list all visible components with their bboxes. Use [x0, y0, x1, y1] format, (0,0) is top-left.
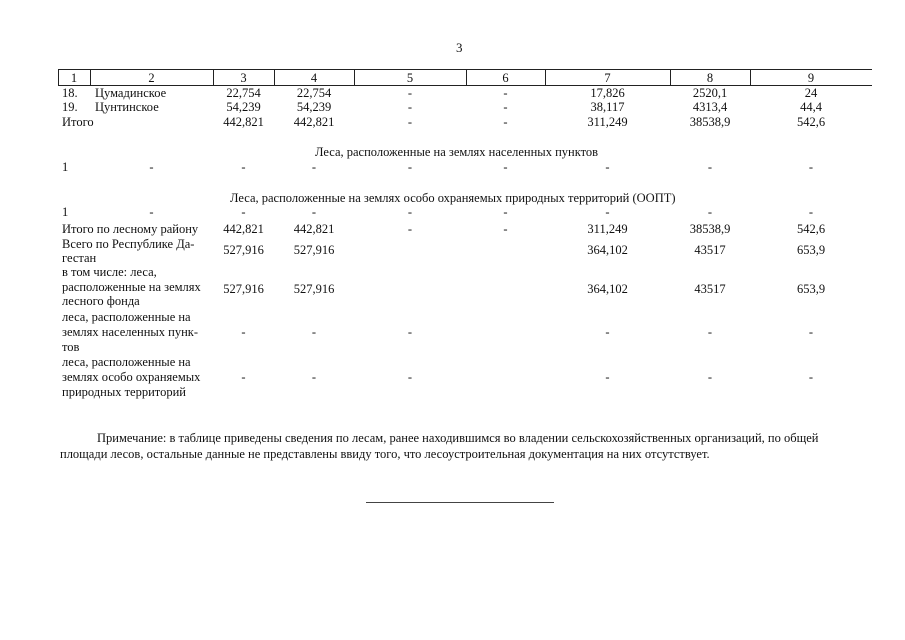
- cell-value: -: [311, 370, 317, 384]
- row-number: 1: [62, 160, 69, 174]
- footnote-line: площади лесов, остальные данные не представлены ввиду того, что лесоустроительная документация на них отсутствует.: [60, 447, 710, 461]
- cell-value: 4313,4: [692, 100, 728, 114]
- row-label: природных территорий: [62, 385, 186, 399]
- row-label: леса, расположенные на: [62, 310, 191, 324]
- cell-value: -: [707, 160, 713, 174]
- footnote-line: Примечание: в таблице приведены сведения по лесам, ранее находившимся во владении сельскохозяйственных организаций, по общей: [97, 431, 819, 445]
- cell-value: -: [808, 205, 814, 219]
- cell-value: -: [241, 370, 246, 384]
- cell-value: -: [503, 115, 508, 129]
- row-label: землях особо охраняемых: [62, 370, 201, 384]
- cell-value: -: [707, 370, 713, 384]
- total-label: Итого: [62, 115, 94, 129]
- cell-value: 38,117: [590, 100, 625, 114]
- cell-value: 542,6: [796, 115, 826, 129]
- cell-value: 527,916: [223, 282, 264, 296]
- cell-value: -: [503, 100, 508, 114]
- cell-value: 38538,9: [689, 115, 731, 129]
- cell-value: -: [503, 86, 508, 100]
- cell-value: -: [407, 205, 413, 219]
- cell-value: -: [311, 325, 317, 339]
- header-cell: 8: [706, 71, 714, 85]
- district-name: Цунтинское: [95, 100, 159, 114]
- cell-value: 54,239: [296, 100, 332, 114]
- cell-value: 653,9: [796, 243, 826, 257]
- cell-value: -: [241, 205, 246, 219]
- cell-value: -: [808, 325, 814, 339]
- row-label: землях населенных пунк-: [62, 325, 199, 339]
- cell-value: -: [605, 205, 610, 219]
- cell-value: -: [407, 222, 413, 236]
- cell-value: -: [407, 86, 413, 100]
- cell-value: 22,754: [226, 86, 261, 100]
- cell-value: 44,4: [800, 100, 822, 114]
- cell-value: 24: [804, 86, 818, 100]
- cell-value: 43517: [694, 282, 726, 296]
- row-label: расположенные на землях: [62, 280, 201, 294]
- cell-value: 542,6: [796, 222, 826, 236]
- cell-value: -: [605, 160, 610, 174]
- row-number: 18.: [62, 86, 78, 100]
- header-cell: 9: [807, 71, 815, 85]
- cell-value: -: [311, 160, 317, 174]
- row-number: 1: [62, 205, 69, 219]
- cell-value: -: [407, 160, 413, 174]
- cell-value: -: [808, 160, 814, 174]
- total-label: Итого по лесному району: [62, 222, 199, 236]
- row-label: гестан: [62, 251, 97, 265]
- cell-value: 17,826: [590, 86, 625, 100]
- cell-value: -: [407, 370, 413, 384]
- cell-value: -: [149, 205, 154, 219]
- cell-value: 311,249: [587, 222, 628, 236]
- cell-value: 311,249: [587, 115, 628, 129]
- row-label: леса, расположенные на: [62, 355, 191, 369]
- header-cell: 7: [604, 71, 611, 85]
- header-cell: 6: [502, 71, 509, 85]
- header-cell: 3: [240, 71, 247, 85]
- row-label: лесного фонда: [62, 294, 140, 308]
- section-title-settlements: Леса, расположенные на землях населенных пунктов: [315, 145, 599, 159]
- cell-value: 54,239: [226, 100, 261, 114]
- cell-value: -: [407, 325, 413, 339]
- header-cell: 2: [148, 71, 155, 85]
- cell-value: 364,102: [587, 243, 628, 257]
- cell-value: -: [605, 325, 610, 339]
- cell-value: 527,916: [223, 243, 264, 257]
- district-name: Цумадинское: [95, 86, 167, 100]
- cell-value: -: [808, 370, 814, 384]
- cell-value: 442,821: [223, 222, 264, 236]
- cell-value: 38538,9: [689, 222, 731, 236]
- row-label: тов: [62, 340, 80, 354]
- cell-value: -: [707, 325, 713, 339]
- cell-value: -: [503, 222, 508, 236]
- cell-value: -: [241, 325, 246, 339]
- cell-value: 442,821: [293, 115, 335, 129]
- cell-value: -: [149, 160, 154, 174]
- header-cell: 4: [310, 71, 318, 85]
- end-separator-line: [366, 502, 554, 503]
- cell-value: 22,754: [296, 86, 332, 100]
- row-number: 19.: [62, 100, 78, 114]
- cell-value: 527,916: [293, 243, 335, 257]
- header-cell: 1: [70, 71, 78, 85]
- cell-value: -: [707, 205, 713, 219]
- cell-value: -: [503, 160, 508, 174]
- cell-value: 527,916: [293, 282, 335, 296]
- row-label: Всего по Республике Да-: [62, 237, 195, 251]
- cell-value: -: [605, 370, 610, 384]
- cell-value: -: [503, 205, 508, 219]
- cell-value: -: [407, 115, 413, 129]
- cell-value: -: [407, 100, 413, 114]
- cell-value: -: [241, 160, 246, 174]
- section-title-protected: Леса, расположенные на землях особо охраняемых природных территорий (ООПТ): [230, 191, 676, 205]
- cell-value: 2520,1: [692, 86, 728, 100]
- header-cell: 5: [406, 71, 414, 85]
- row-label: в том числе: леса,: [62, 265, 157, 279]
- cell-value: 653,9: [796, 282, 826, 296]
- page-number: 3: [456, 40, 463, 55]
- cell-value: 43517: [694, 243, 726, 257]
- cell-value: 442,821: [223, 115, 264, 129]
- cell-value: -: [311, 205, 317, 219]
- cell-value: 364,102: [587, 282, 628, 296]
- cell-value: 442,821: [293, 222, 335, 236]
